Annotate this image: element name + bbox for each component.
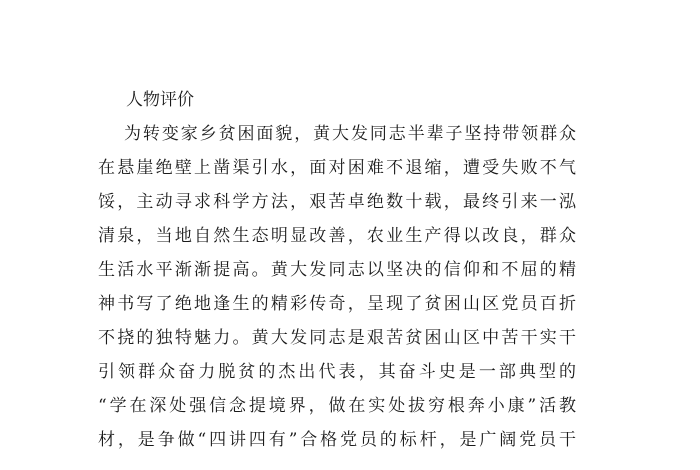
section-heading: 人物评价 (126, 90, 194, 110)
paragraph-line: 材，是争做“四讲四有”合格党员的标杆，是广阔党员干 (98, 430, 576, 450)
paragraph-line: 神书写了绝地逢生的精彩传奇，呈现了贫困山区党员百折 (98, 294, 576, 314)
cropped-previous-line (0, 0, 700, 8)
paragraph-line: 馁，主动寻求科学方法，艰苦卓绝数十载，最终引来一泓 (98, 192, 576, 212)
paragraph-line: 引领群众奋力脱贫的杰出代表，其奋斗史是一部典型的 (98, 362, 576, 382)
paragraph-line: 不挠的独特魅力。黄大发同志是艰苦贫困山区中苦干实干 (98, 328, 576, 348)
paragraph-line: 清泉，当地自然生态明显改善，农业生产得以改良，群众 (98, 226, 576, 246)
paragraph-line: “学在深处强信念提境界，做在实处拔穷根奔小康”活教 (98, 396, 576, 416)
paragraph-line: 生活水平渐渐提高。黄大发同志以坚决的信仰和不屈的精 (98, 260, 576, 280)
paragraph-line: 在悬崖绝壁上凿渠引水，面对困难不退缩，遭受失败不气 (98, 158, 576, 178)
paragraph-line: 为转变家乡贫困面貌，黄大发同志半辈子坚持带领群众 (124, 124, 576, 144)
